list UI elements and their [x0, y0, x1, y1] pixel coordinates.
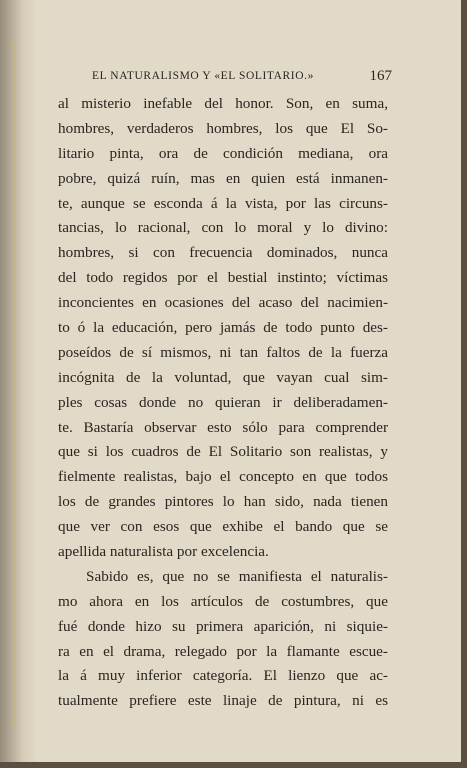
text-line: del todo regidos por el bestial instinto; víctimas	[58, 269, 388, 287]
text-line: to ó la educación, pero jamás de todo punto des-	[58, 319, 388, 337]
page-header	[92, 68, 392, 88]
text-line: tualmente prefiere este linaje de pintura, ni es	[58, 692, 388, 710]
text-line: incógnita de la voluntad, que vayan cual sim-	[58, 368, 388, 386]
text-line: apellida naturalista por excelencia.	[58, 543, 269, 561]
text-line: pobre, quizá ruín, mas en quien está inmanen-	[58, 169, 388, 187]
text-line: tancias, lo racional, con lo moral y lo divino:	[58, 219, 388, 237]
text-line: hombres, verdaderos hombres, los que El So-	[58, 119, 388, 137]
text-line: poseídos de sí mismos, ni tan faltos de la fuerza	[58, 343, 388, 361]
text-line: ples cosas donde no quieran ir deliberadamen-	[58, 393, 388, 411]
text-line: mo ahora en los artículos de costumbres, que	[58, 592, 388, 610]
page-number: 167	[369, 68, 392, 84]
text-line: al misterio inefable del honor. Son, en suma,	[58, 95, 388, 112]
text-line: hombres, si con frecuencia dominados, nunca	[58, 244, 388, 262]
text-line: te, aunque se esconda á la vista, por las circuns-	[58, 194, 388, 212]
text-line: que ver con esos que exhibe el bando que se	[58, 518, 388, 536]
text-line: fielmente realistas, bajo el concepto en que todos	[58, 468, 388, 486]
text-line: ra en el drama, relegado por la flamante escue-	[58, 642, 388, 660]
page-edge-right	[461, 0, 467, 768]
text-line: la á muy inferior categoría. El lienzo que ac-	[58, 667, 388, 685]
text-line: te. Bastaría observar esto sólo para comprender	[58, 418, 388, 436]
body-text	[58, 92, 388, 714]
text-line: que si los cuadros de El Solitario son realistas, y	[58, 443, 388, 461]
gutter-shadow	[0, 0, 38, 768]
text-line: Sabido es, que no se manifiesta el naturalis-	[86, 567, 388, 585]
text-line: litario pinta, ora de condición mediana, ora	[58, 144, 388, 162]
text-line: los de grandes pintores lo han sido, nada tienen	[58, 493, 388, 511]
page-edge-bottom	[0, 762, 467, 768]
text-line: fué donde hizo su primera aparición, ni siquie-	[58, 617, 388, 635]
text-line: inconcientes en ocasiones del acaso del nacimien-	[58, 294, 388, 312]
page-edge-stripe	[14, 40, 16, 730]
running-head: EL NATURALISMO Y «EL SOLITARIO.»	[92, 70, 314, 82]
